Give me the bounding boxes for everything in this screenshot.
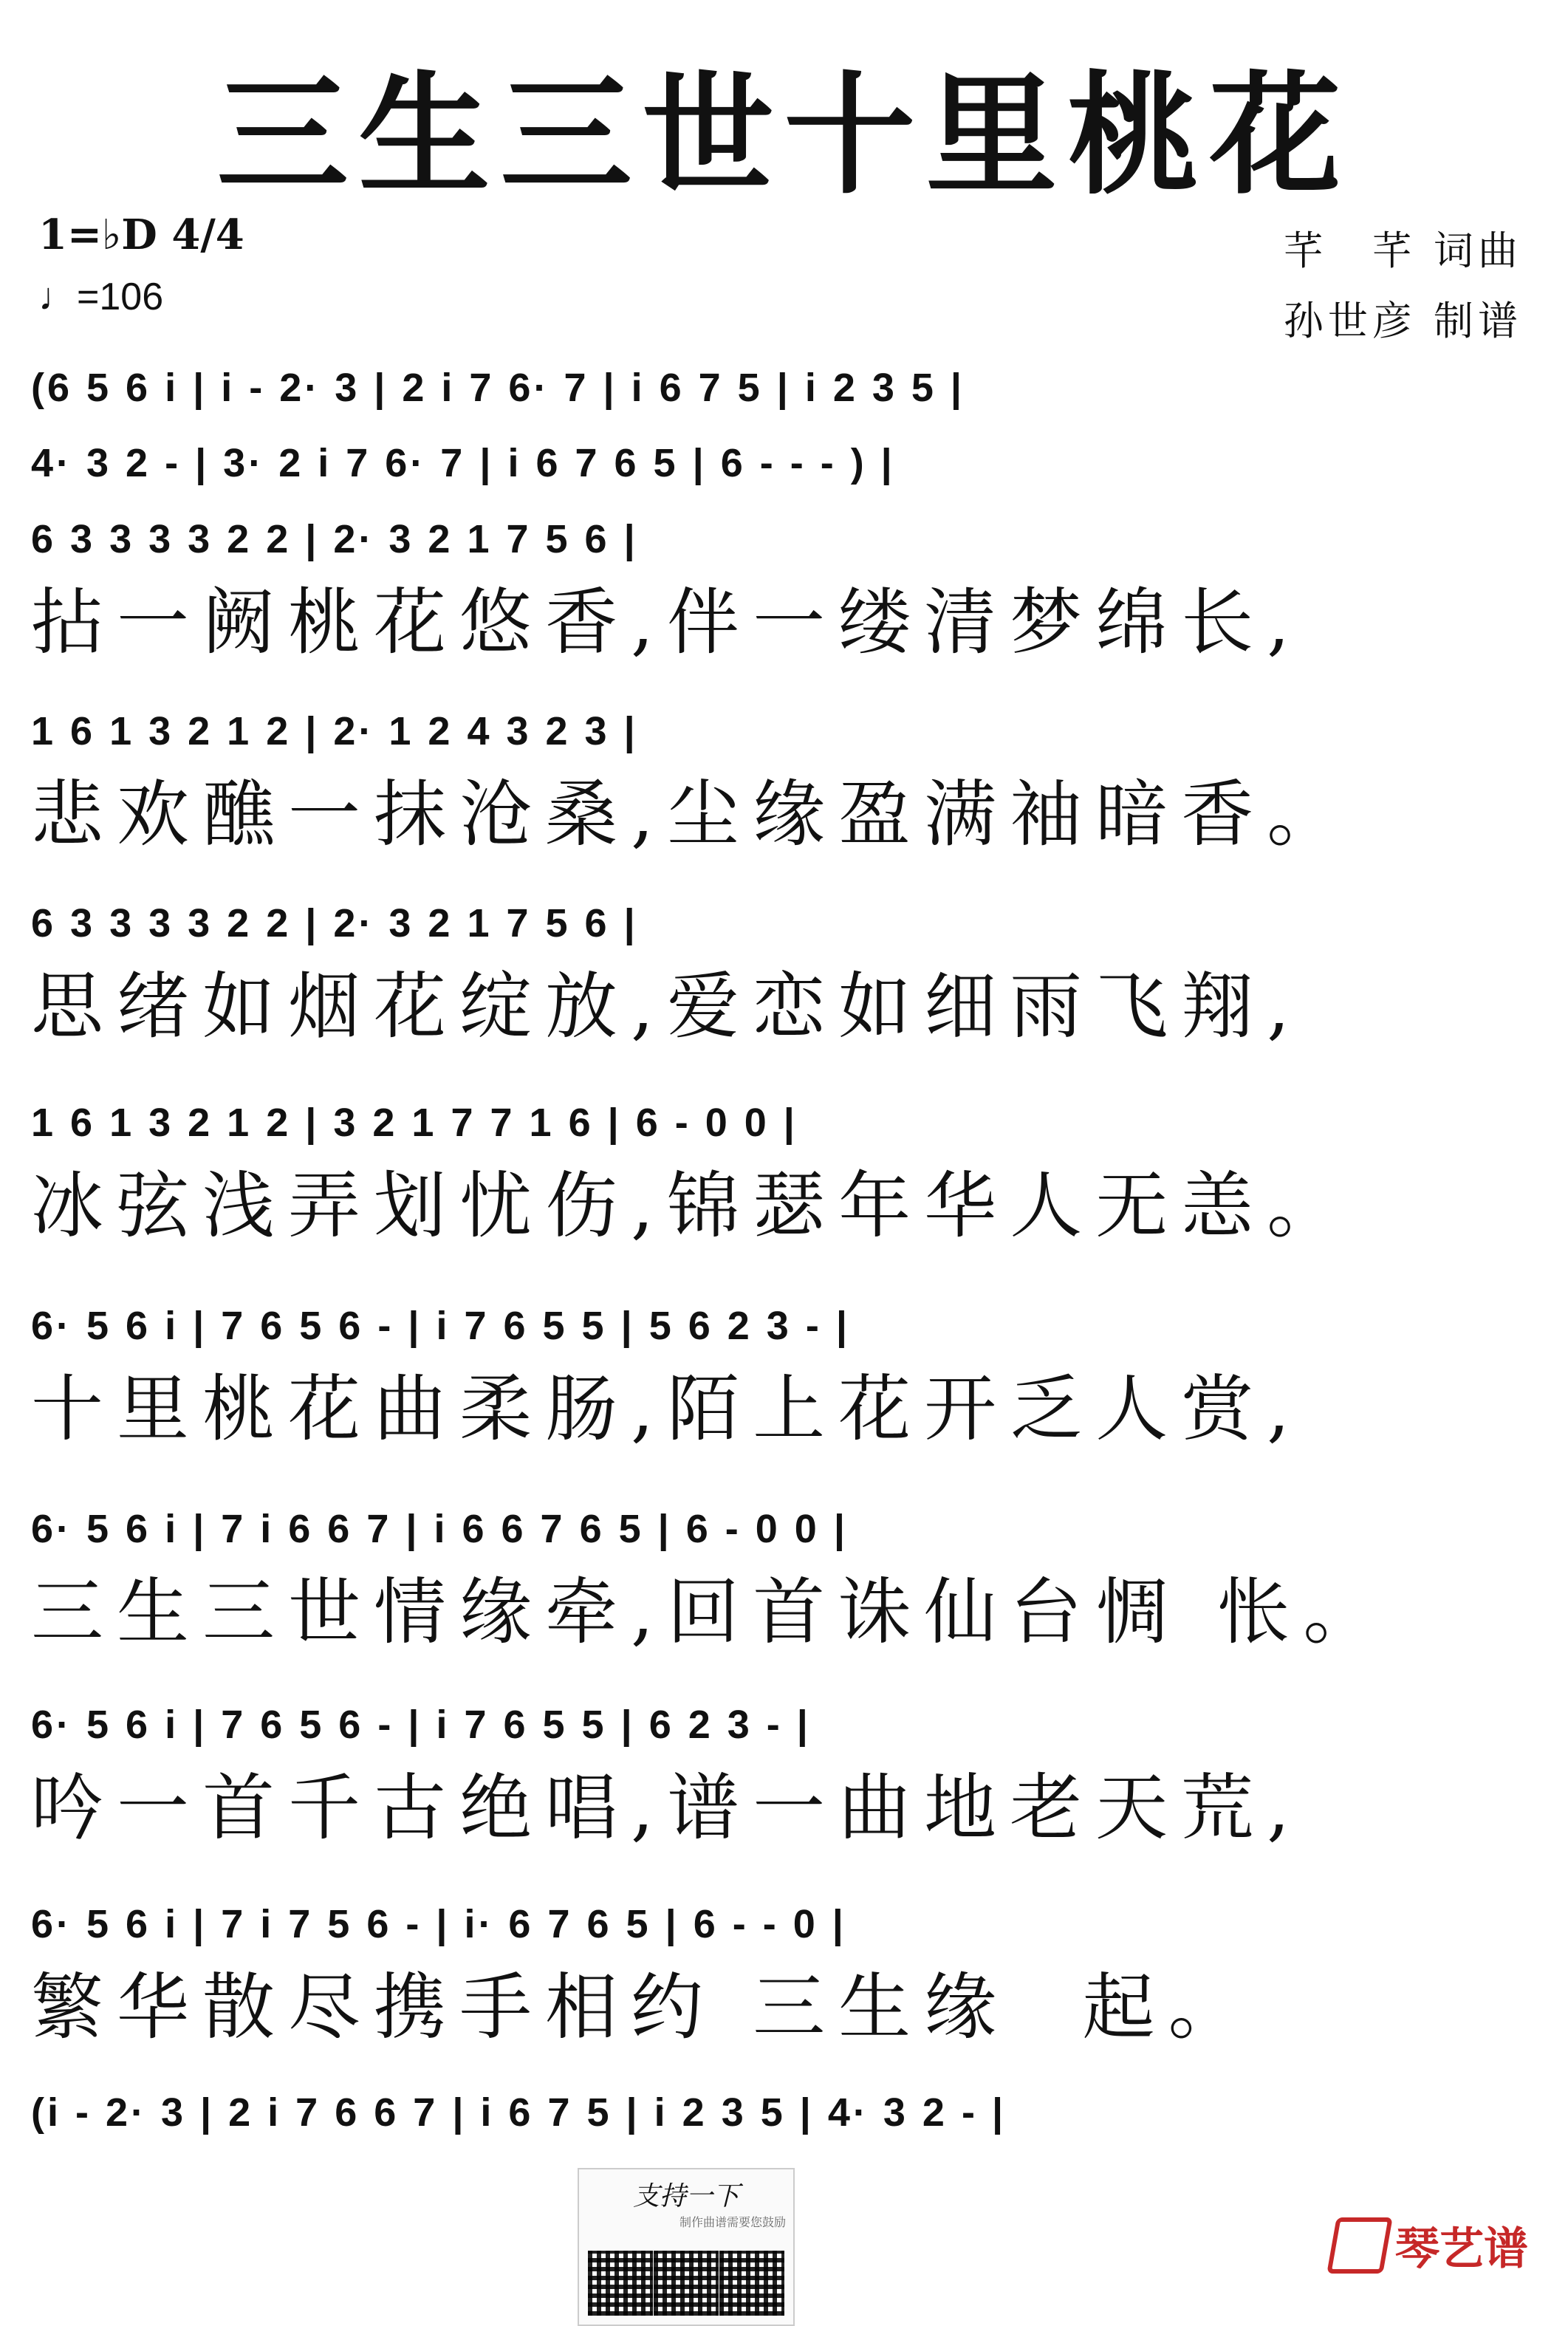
logo-icon [1326, 2217, 1392, 2274]
verse-system-1 [31, 506, 1537, 667]
notation-line: 6· 5 6 i | 7 6 5 6 - | i 7 6 5 5 | 5 6 2 3 - | [31, 1304, 850, 1348]
notation-line: 6· 5 6 i | 7 i 7 5 6 - | i· 6 7 6 5 | 6 - - 0 | [31, 1902, 846, 1946]
support-title: 支持一下 [632, 2181, 739, 2212]
logo-text: 琴艺谱 [1395, 2223, 1528, 2275]
notation-line: 6· 5 6 i | 7 i 6 6 7 | i 6 6 7 6 5 | 6 - 0 0 | [31, 1507, 848, 1551]
notation-line: 4· 3 2 - | 3· 2 i 7 6· 7 | i 6 7 6 5 | 6 - - - ) | [31, 441, 895, 485]
verse-system-2 [31, 698, 1537, 859]
support-box [578, 2168, 795, 2326]
verse-system-3 [31, 890, 1537, 1051]
page-title: 三生三世十里桃花 [216, 59, 1352, 212]
verse-system-4 [31, 1090, 1537, 1251]
tempo-marking: ♩=106 [38, 276, 164, 318]
notation-line: 6· 5 6 i | 7 6 5 6 - | i 7 6 5 5 | 6 2 3 - | [31, 1703, 811, 1747]
lyric-line: 冰弦浅弄划忧伤,锦瑟年华人无恙。 [31, 1164, 1353, 1248]
lyric-line: 吟一首千古绝唱,谱一曲地老天荒, [31, 1766, 1304, 1850]
qr-code-icon [588, 2251, 653, 2316]
lyric-line: 三生三世情缘牵,回首诛仙台惆 怅。 [31, 1570, 1389, 1655]
credits [1284, 216, 1522, 356]
qr-code-icon [654, 2251, 719, 2316]
verse-system-7 [31, 1692, 1537, 1853]
notation-line: 1 6 1 3 2 1 2 | 3 2 1 7 7 1 6 | 6 - 0 0 | [31, 1101, 798, 1145]
qr-code-icon [719, 2251, 784, 2316]
lyric-line: 思绪如烟花绽放,爱恋如细雨飞翔, [31, 965, 1304, 1049]
lyric-line: 悲欢醮一抹沧桑,尘缘盈满袖暗香。 [31, 773, 1353, 857]
notation-line: 6 3 3 3 3 2 2 | 2· 3 2 1 7 5 6 | [31, 517, 638, 561]
arranger-credit: 孙世彦 制谱 [1283, 298, 1522, 344]
verse-system-6 [31, 1496, 1537, 1657]
key-signature: 1=♭D 4/4 [38, 211, 244, 259]
notation-line: 1 6 1 3 2 1 2 | 2· 1 2 4 3 2 3 | [31, 709, 638, 753]
intro-system-1 [31, 355, 1537, 421]
intro-system-2 [31, 430, 1537, 496]
outro-system [31, 2079, 1537, 2146]
site-logo [1332, 2214, 1528, 2277]
lyricist-credit: 芊 芊 词曲 [1283, 228, 1522, 274]
notation-line: (6 5 6 i | i - 2· 3 | 2 i 7 6· 7 | i 6 7 5 | i 2 3 5 | [31, 366, 965, 410]
verse-system-5 [31, 1293, 1537, 1454]
support-subtitle: 制作曲谱需要您鼓励 [679, 2215, 786, 2229]
lyric-line: 拈一阙桃花悠香,伴一缕清梦绵长, [31, 581, 1304, 665]
lyric-line: 繁华散尽携手相约 三生缘 起。 [31, 1966, 1254, 2050]
verse-system-8 [31, 1891, 1537, 2052]
lyric-line: 十里桃花曲柔肠,陌上花开乏人赏, [31, 1367, 1304, 1451]
notation-line: (i - 2· 3 | 2 i 7 6 6 7 | i 6 7 5 | i 2 3 5 | 4· 3 2 - | [31, 2090, 1007, 2135]
notation-line: 6 3 3 3 3 2 2 | 2· 3 2 1 7 5 6 | [31, 901, 638, 945]
